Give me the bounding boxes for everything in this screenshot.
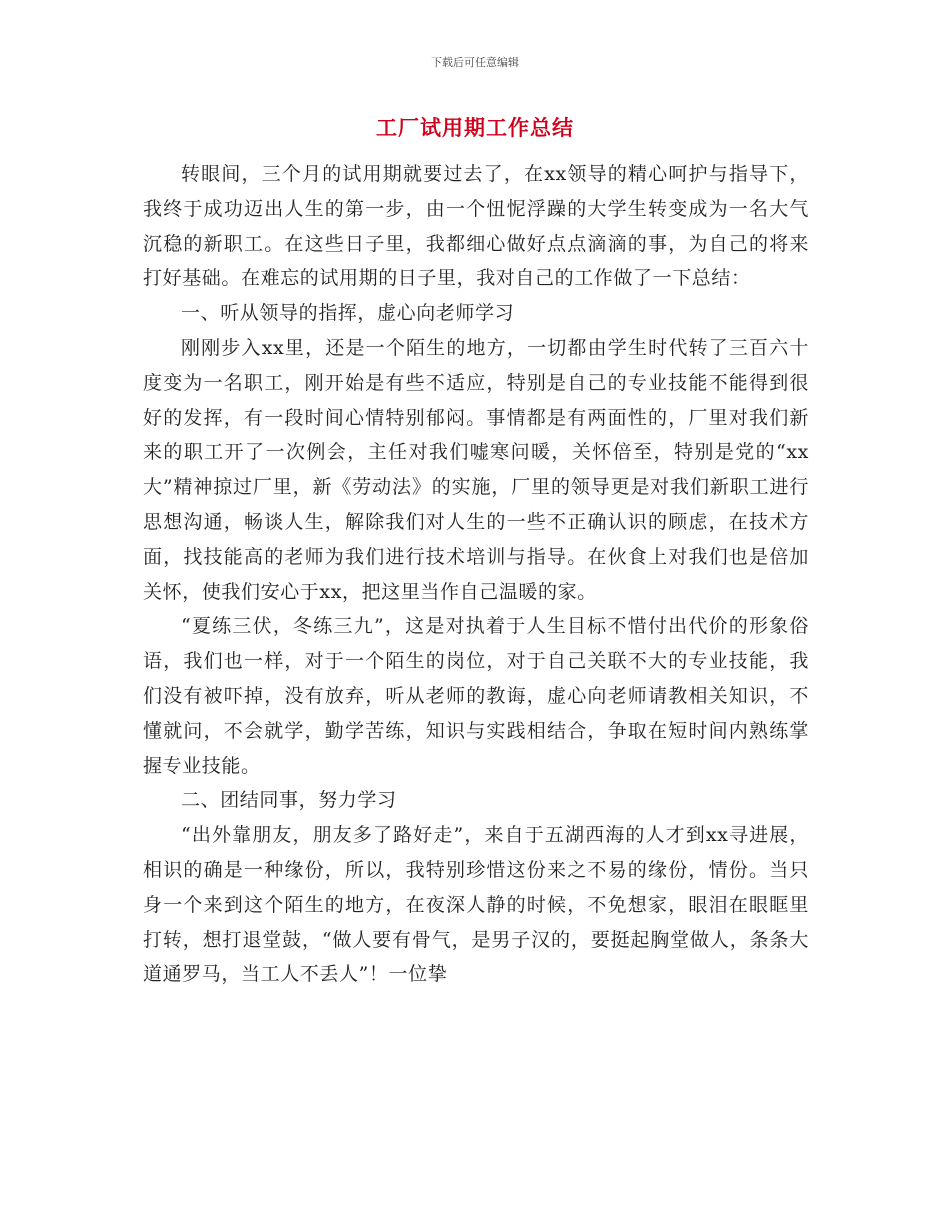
- document-title: 工厂试用期工作总结: [376, 116, 574, 140]
- section-heading-2: 二、团结同事，努力学习: [181, 789, 397, 812]
- paragraph-section-2a: “出外靠朋友，朋友多了路好走”，来自于五湖西海的人才到xx寻进展，相识的确是一种缘份，所以，我特别珍惜这份来之不易的缘份，情份。当只身一个来到这个陌生的地方，在夜深人静的时候，不免想家，眼泪在眼眶里打转，想打退堂鼓，“做人要有骨气，是男子汉的，要挺起胸堂做人，条条大道通罗马，当工人不丢人”！一位挚: [143, 824, 809, 986]
- header-note: 下载后可任意编辑: [431, 56, 519, 69]
- paragraph-intro: 转眼间，三个月的试用期就要过去了，在xx领导的精心呵护与指导下，我终于成功迈出人生的第一步，由一个忸怩浮躁的大学生转变成为一名大气沉稳的新职工。在这些日子里，我都细心做好点点滴滴的事，为自己的将来打好基础。在难忘的试用期的日子里，我对自己的工作做了一下总结：: [143, 163, 809, 290]
- document-body: [143, 157, 809, 992]
- paragraph-section-1b: “夏练三伏，冬练三九”，这是对执着于人生目标不惜付出代价的形象俗语，我们也一样，对于一个陌生的岗位，对于自己关联不大的专业技能，我们没有被吓掉，没有放弃，听从老师的教诲，虚心向老师请教相关知识，不懂就问，不会就学，勤学苦练，知识与实践相结合，争取在短时间内熟练掌握专业技能。: [143, 615, 809, 777]
- paragraph-section-1a: 刚刚步入xx里，还是一个陌生的地方，一切都由学生时代转了三百六十度变为一名职工，刚开始是有些不适应，特别是自己的专业技能不能得到很好的发挥，有一段时间心情特别郁闷。事情都是有两面性的，厂里对我们新来的职工开了一次例会，主任对我们嘘寒问暖，关怀倍至，特别是党的“xx大”精神掠过厂里，新《劳动法》的实施，厂里的领导更是对我们新职工进行思想沟通，畅谈人生，解除我们对人生的一些不正确认识的顾虑，在技术方面，找技能高的老师为我们进行技术培训与指导。在伙食上对我们也是倍加关怀，使我们安心于xx，把这里当作自己温暖的家。: [143, 336, 809, 603]
- section-heading-1: 一、听从领导的指挥，虚心向老师学习: [181, 302, 515, 325]
